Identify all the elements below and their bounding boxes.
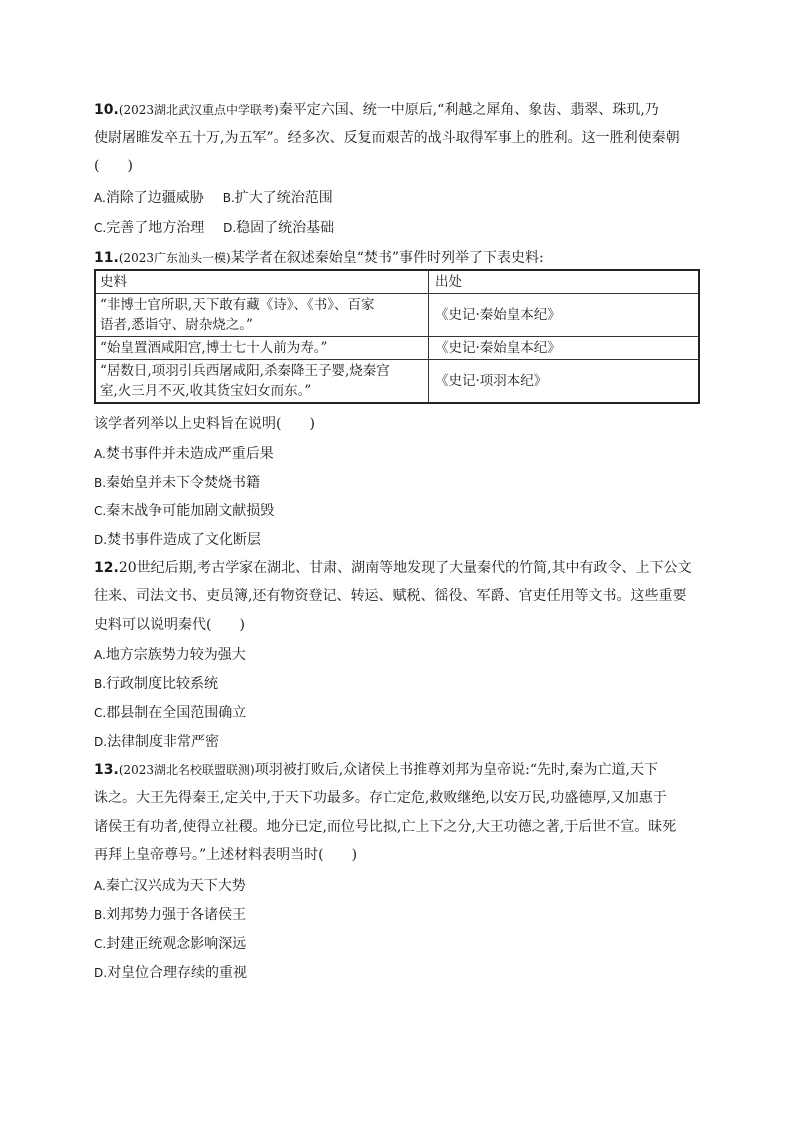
option-b [94,674,218,694]
option-c-letter: C. [94,504,107,518]
option-d-letter: D. [94,533,108,547]
question-stem: 项羽被打败后,众诸侯上书推尊刘邦为皇帝说:“先时,秦为亡道,天下 [254,762,658,778]
question-number: 13. [94,762,119,778]
question-11-line-1 [94,248,544,268]
table-cell-line: “居数日,项羽引兵西屠咸阳,杀秦降王子婴,烧秦宫 [100,363,390,379]
option-d-text: 焚书事件造成了文化断层 [107,532,262,548]
option-a-text: 焚书事件并未造成严重后果 [105,446,274,462]
option-b-letter: B. [94,476,107,490]
table-cell-source: 《史记·秦始皇本纪》 [429,294,700,337]
question-10-line-3: ( ) [94,158,133,174]
option-a-letter: A. [94,879,106,893]
question-13-line-4: 再拜上皇帝尊号。”上述材料表明当时( ) [94,847,358,863]
table-cell-source: 《史记·项羽本纪》 [429,360,700,404]
option-d-letter: D. [94,735,108,749]
option-b [94,905,246,925]
question-10-line-1 [94,100,659,120]
question-source: (2023湖北武汉重点中学联考) [118,103,279,117]
option-c-text: 秦末战争可能加剧文献损毁 [106,503,275,519]
option-a [94,444,274,464]
table-cell-line: “始皇置酒咸阳宫,博士七十人前为寿。” [100,340,328,356]
question-source: (2023湖北名校联盟联测) [118,763,255,777]
question-stem: 某学者在叙述秦始皇“焚书”事件时列举了下表史料: [230,250,544,266]
historical-sources-table [94,269,700,404]
question-stem: 20世纪后期,考古学家在湖北、甘肃、湖南等地发现了大量秦代的竹简,其中有政令、上下公文 [118,560,692,576]
table-cell-source: 《史记·秦始皇本纪》 [429,337,700,360]
option-a-letter: A. [94,648,106,662]
question-12-line-3: 史料可以说明秦代( ) [94,617,245,633]
question-11-prompt: 该学者列举以上史料旨在说明( ) [94,416,315,432]
option-a-letter: A. [94,191,106,205]
option-a [94,645,246,665]
table-cell-line: 语者,悉诣守、尉杂烧之。” [100,317,253,333]
question-12-line-2: 往来、司法文书、吏员簿,还有物资登记、转运、赋税、徭役、军爵、官吏任用等文书。这些重要 [94,588,687,604]
option-c-letter: C. [94,706,107,720]
option-c-letter: C. [94,937,107,951]
option-d [94,530,261,550]
table-header-row [95,270,699,294]
option-a [94,876,246,896]
option-c [94,501,274,521]
table-row [95,294,699,337]
option-b-text: 扩大了统治范围 [234,190,333,206]
question-13-line-1 [94,760,658,780]
table-row [95,360,699,404]
option-b-letter: B. [222,191,235,205]
option-d [94,963,247,983]
option-c [94,934,246,954]
option-b-text: 行政制度比较系统 [106,676,219,692]
option-b [94,473,260,493]
question-12-line-1 [94,558,692,578]
option-a-text: 消除了边疆威胁 [105,190,204,206]
option-d-text: 对皇位合理存续的重视 [107,965,248,981]
option-b-text: 刘邦势力强于各诸侯王 [106,907,247,923]
question-10-options-row-1 [94,188,333,208]
question-13-line-3: 诸侯王有功者,使得立社稷。地分已定,而位号比拟,亡上下之分,大王功德之著,于后世不宣。昧死 [94,819,677,835]
option-c-text: 完善了地方治理 [106,220,205,236]
table-header-cell: 史料 [95,270,429,294]
option-d [94,732,219,752]
question-source: (2023广东汕头一模) [118,251,231,265]
option-b-letter: B. [94,908,107,922]
option-d-letter: D. [94,966,108,980]
option-c-letter: C. [94,221,107,235]
table-cell-text [95,337,429,360]
question-10-line-2: 使尉屠睢发卒五十万,为五军”。经多次、反复而艰苦的战斗取得军事上的胜利。这一胜利使秦朝 [94,130,680,146]
table-cell-line: “非博士官所职,天下敢有藏《诗》、《书》、百家 [100,297,375,313]
table-cell-line: 室,火三月不灭,收其货宝妇女而东。” [100,383,312,399]
option-b-letter: B. [94,677,107,691]
option-c-text: 郡县制在全国范围确立 [106,705,247,721]
question-stem: 秦平定六国、统一中原后,“利越之犀角、象齿、翡翠、珠玑,乃 [278,102,659,118]
table-header-cell: 出处 [429,270,700,294]
question-number: 12. [94,560,119,576]
option-c [94,703,246,723]
table-cell-text [95,294,429,337]
question-13-line-2: 诛之。大王先得秦王,定关中,于天下功最多。存亡定危,救败继绝,以安万民,功盛德厚,又加惠于 [94,790,667,806]
table-row [95,337,699,360]
table-cell-text [95,360,429,404]
option-d-text: 法律制度非常严密 [107,734,220,750]
option-a-text: 地方宗族势力较为强大 [105,647,246,663]
question-10-options-row-2 [94,218,334,238]
option-c-text: 封建正统观念影响深远 [106,936,247,952]
option-d-letter: D. [223,221,237,235]
option-d-text: 稳固了统治基础 [236,220,335,236]
option-b-text: 秦始皇并未下令焚烧书籍 [106,475,261,491]
question-number: 10. [94,102,119,118]
option-a-letter: A. [94,447,106,461]
option-a-text: 秦亡汉兴成为天下大势 [105,878,246,894]
question-number: 11. [94,250,119,266]
